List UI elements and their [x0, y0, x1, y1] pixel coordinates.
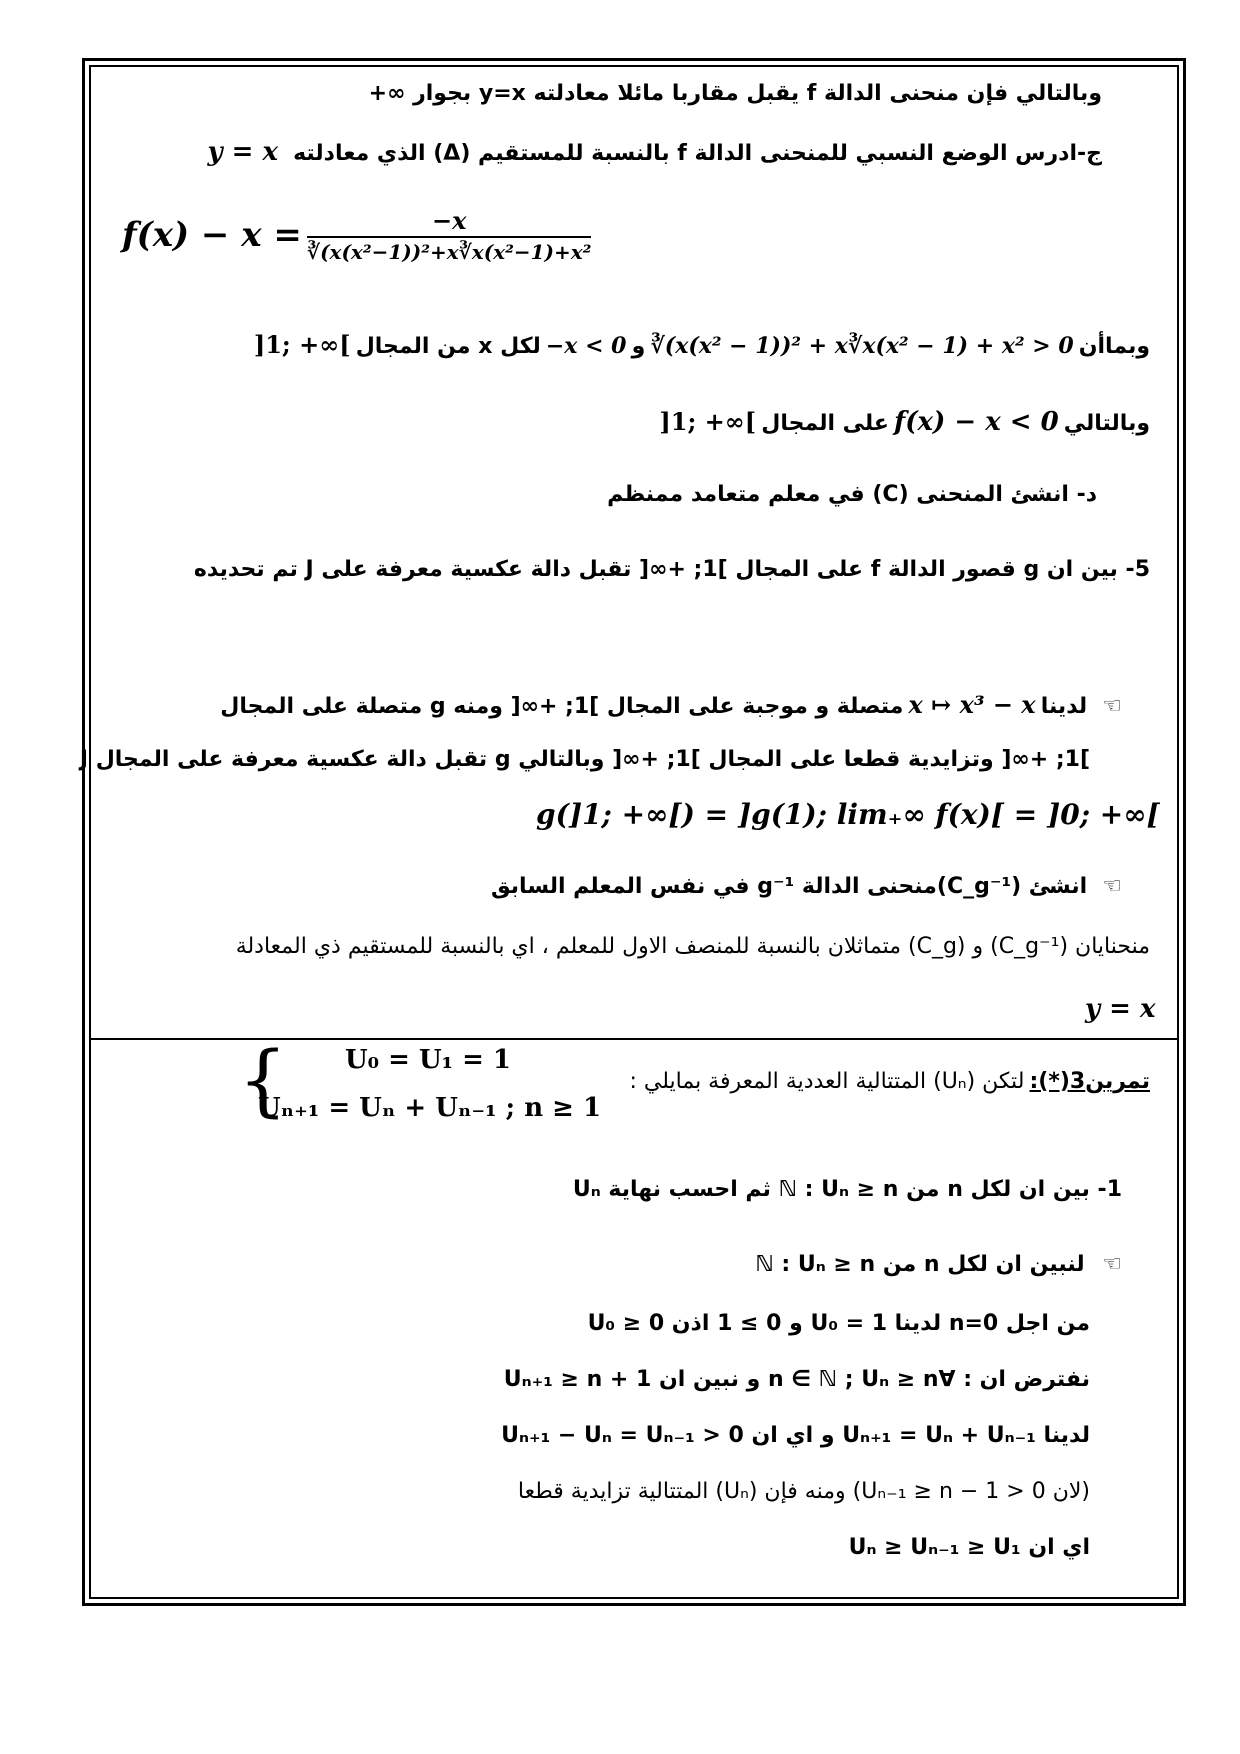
line-bisector-equation: [1085, 995, 1156, 1024]
construct-inverse-text: انشئ (C_g⁻¹)منحنى الدالة g⁻¹ في نفس المعلم السابق: [490, 874, 1088, 899]
line-answer-3: [504, 1368, 1090, 1392]
line-answer-1: [755, 1253, 1122, 1277]
system-line-2: [258, 1094, 601, 1123]
question-d-text: د- انشئ المنحنى (C) في معلم متعامد ممنظم: [607, 482, 1097, 507]
line-construct-inverse: [491, 875, 1122, 899]
line-answer-6: [849, 1536, 1090, 1560]
line-answer-2: [588, 1312, 1090, 1336]
interval-2: ]1; +∞[: [659, 407, 757, 436]
question-5-text: 5- بين ان g قصور الدالة f على المجال ]1; +∞[ تقبل دالة عكسية معرفة على J تم تحديده: [193, 557, 1150, 582]
monotonic-text: ]1; +∞[ وتزايدية قطعا على المجال ]1; +∞[ وبالتالي g تقبل دالة عكسية معرفة على المجال J: [79, 747, 1090, 772]
question-ex3-1-text: 1- بين ان لكل n من ℕ : Uₙ ≥ n ثم احسب نهاية Uₙ: [572, 1177, 1122, 1202]
line-answer-4: [501, 1424, 1090, 1448]
initial-terms: U₀ = U₁ = 1: [345, 1045, 511, 1075]
exercise-3-header: [630, 1070, 1151, 1094]
line-question-d: [607, 483, 1097, 507]
line-question-5: [194, 558, 1150, 582]
for-all-x-text: لكل x من المجال: [355, 334, 541, 359]
system-line-1: [345, 1046, 511, 1075]
pointing-hand-icon: ☜: [1102, 1252, 1122, 1277]
therefore-word: وبالتالي: [1063, 411, 1150, 436]
line-equation: y = x: [207, 137, 278, 167]
answer-2-text: من اجل n=0 لدينا U₀ = 1 و 0 ≥ 1 اذن U₀ ≥ 0: [587, 1311, 1090, 1336]
pointing-hand-icon: ☜: [1102, 874, 1122, 899]
on-interval-text: على المجال: [761, 411, 889, 436]
exercise-3-intro: لتكن (Uₙ) المتتالية العددية المعرفة بمايلي :: [629, 1069, 1025, 1094]
line-therefore-below: [659, 408, 1150, 437]
formula-lhs: f(x) − x =: [122, 215, 302, 255]
difference-negative: f(x) − x < 0: [894, 407, 1059, 437]
line-continuity: [220, 692, 1122, 719]
since-word: وبماأن: [1078, 334, 1150, 359]
fraction-numerator: −x: [431, 206, 467, 235]
system-brace: {: [238, 1036, 288, 1126]
answer-5-text: (لان Uₙ₋₁ ≥ n − 1 > 0) ومنه فإن (Uₙ) المتتالية تزايدية قطعا: [517, 1479, 1090, 1504]
exercise-3-title: تمرين3(*):: [1029, 1069, 1150, 1094]
and-word: و: [631, 334, 646, 359]
continuity-text: متصلة و موجبة على المجال ]1; +∞[ ومنه g متصلة على المجال: [220, 694, 904, 719]
we-have-word: لدينا: [1040, 694, 1088, 719]
line-since-positive: [254, 332, 1150, 359]
denominator-positive: ∛(x(x² − 1))² + x∛x(x² − 1) + x² > 0: [650, 333, 1074, 359]
line-asymptote-conclusion: [369, 82, 1102, 106]
asymptote-text: وبالتالي فإن منحنى الدالة f يقبل مقاربا مائلا معادلته y=x بجوار ∞+: [368, 81, 1102, 106]
line-question-c: [207, 138, 1102, 167]
line-monotonic: [80, 748, 1090, 772]
recurrence-relation: Uₙ₊₁ = Uₙ + Uₙ₋₁ ; n ≥ 1: [258, 1093, 602, 1123]
pointing-hand-icon: ☜: [1102, 694, 1122, 719]
answer-3-text: نفترض ان : ∀n ∈ ℕ ; Uₙ ≥ n و نبين ان Uₙ₊₁ ≥ n + 1: [503, 1367, 1090, 1392]
question-c-text: ج-ادرس الوضع النسبي للمنحنى الدالة f بالنسبة للمستقيم (Δ) الذي معادلته: [293, 141, 1102, 166]
line-question-ex3-1: [573, 1178, 1122, 1202]
formula-difference: [122, 208, 591, 263]
line-symmetry: [236, 935, 1150, 959]
interval-1: ]1; +∞[: [253, 330, 351, 359]
mapping-function: x ↦ x³ − x: [908, 690, 1036, 719]
symmetry-text: منحنايان (C_g⁻¹) و (C_g) متماثلان بالنسبة للمنصف الاول للمعلم ، اي بالنسبة للمستقيم ذي المعادلة: [235, 934, 1150, 959]
answer-4-text: لدينا Uₙ₊₁ = Uₙ + Uₙ₋₁ و اي ان Uₙ₊₁ − Uₙ = Uₙ₋₁ > 0: [501, 1423, 1090, 1448]
line-answer-5: [518, 1480, 1090, 1504]
bisector-equation: y = x: [1085, 994, 1156, 1024]
formula-fraction: [307, 208, 592, 263]
line-image-interval: [536, 800, 1160, 831]
minus-x-negative: −x < 0: [545, 333, 627, 359]
answer-1-text: لنبين ان لكل n من ℕ : Uₙ ≥ n: [755, 1252, 1085, 1277]
image-interval-formula: g(]1; +∞[) = ]g(1); lim₊∞ f(x)[ = ]0; +∞[: [536, 798, 1160, 831]
answer-6-text: اي ان Uₙ ≥ Uₙ₋₁ ≥ U₁: [848, 1535, 1090, 1560]
fraction-denominator: ∛(x(x²−1))²+x∛x(x²−1)+x²: [307, 236, 592, 263]
